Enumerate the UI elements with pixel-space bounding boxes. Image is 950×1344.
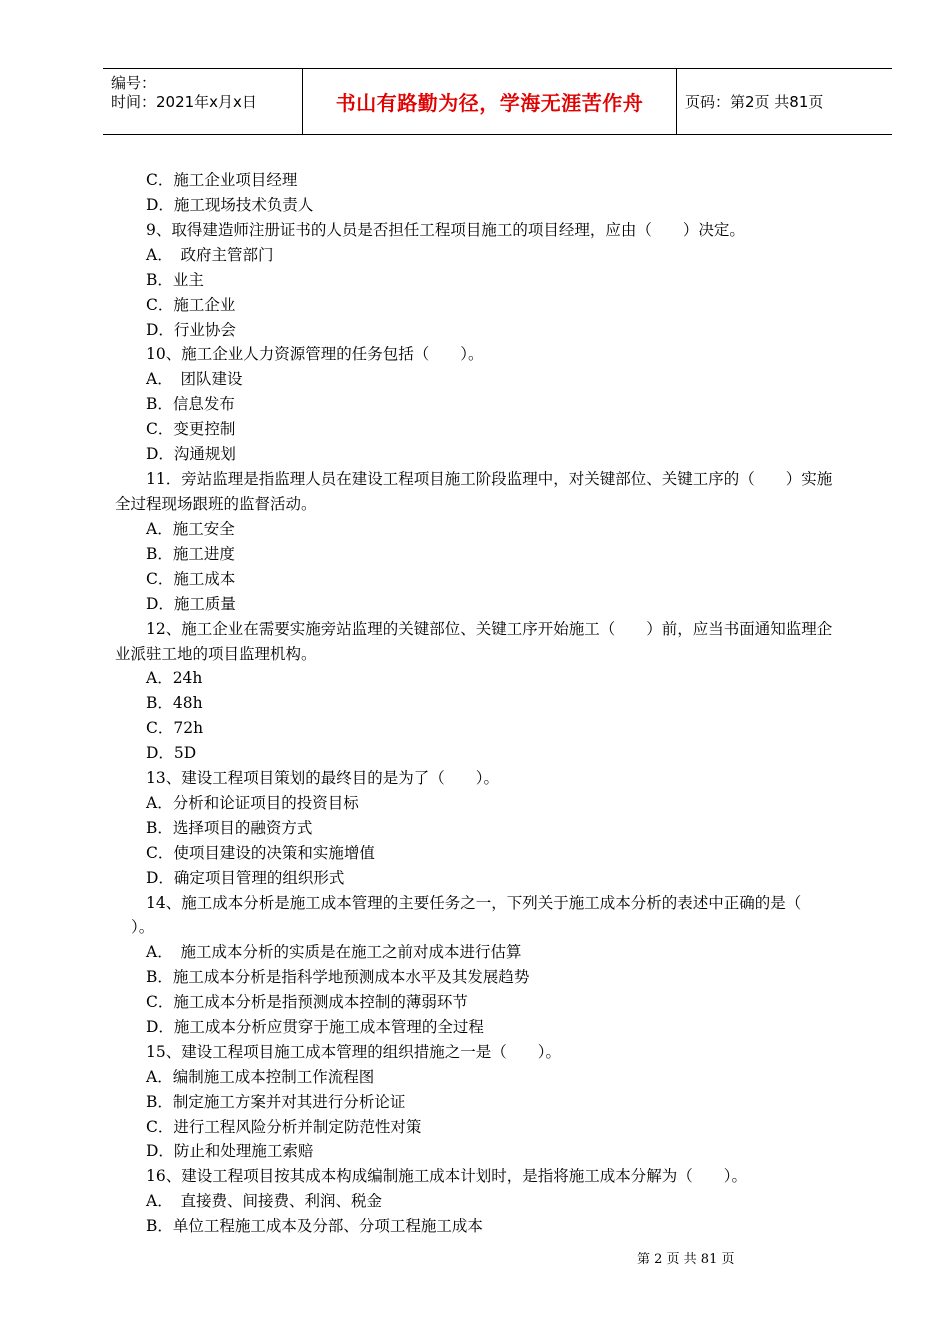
option-line: B．施工进度: [146, 545, 235, 563]
option-line: D．5D: [146, 744, 197, 762]
option-line: D．沟通规划: [146, 445, 236, 463]
option-line: C．施工企业: [146, 296, 236, 314]
option-line: C．施工成本分析是指预测成本控制的薄弱环节: [146, 993, 468, 1011]
time-label: 时间：2021年x月x日: [111, 93, 257, 111]
question-line: 13、建设工程项目策划的最终目的是为了（ ）。: [146, 769, 499, 787]
option-line: A． 团队建设: [146, 370, 243, 388]
option-line: D．行业协会: [146, 321, 236, 339]
question-line: 15、建设工程项目施工成本管理的组织措施之一是（ ）。: [146, 1043, 561, 1061]
option-line: B．选择项目的融资方式: [146, 819, 313, 837]
option-line: B．单位工程施工成本及分部、分项工程施工成本: [146, 1217, 483, 1235]
option-line: B．制定施工方案并对其进行分析论证: [146, 1093, 406, 1111]
header-page-cell: [677, 69, 892, 134]
option-line: D．施工质量: [146, 595, 236, 613]
question-continuation: ）。: [131, 918, 155, 936]
option-line: B．信息发布: [146, 395, 235, 413]
option-line: C．变更控制: [146, 420, 236, 438]
option-line: A． 政府主管部门: [146, 246, 274, 264]
option-line: C．施工成本: [146, 570, 236, 588]
option-line: C．进行工程风险分析并制定防范性对策: [146, 1118, 422, 1136]
page-footer: 第 2 页 共 81 页: [637, 1252, 735, 1267]
option-line: A． 施工成本分析的实质是在施工之前对成本进行估算: [146, 943, 522, 961]
option-line: D．防止和处理施工索赔: [146, 1142, 314, 1160]
page-label: 页码：第2页 共81页: [685, 93, 824, 111]
question-continuation: 业派驻工地的项目监理机构。: [115, 645, 317, 663]
option-line: B．业主: [146, 271, 204, 289]
option-line: A．24h: [146, 669, 203, 687]
number-label: 编号：: [111, 74, 157, 92]
option-line: C．使项目建设的决策和实施增值: [146, 844, 375, 862]
motto-text: 书山有路勤为径，学海无涯苦作舟: [335, 91, 644, 115]
question-line: 12、施工企业在需要实施旁站监理的关键部位、关键工序开始施工（ ）前，应当书面通知监理企: [146, 620, 833, 638]
option-line: D．施工现场技术负责人: [146, 196, 314, 214]
option-line: C．72h: [146, 719, 204, 737]
option-line: A． 直接费、间接费、利润、税金: [146, 1192, 382, 1210]
question-line: 16、建设工程项目按其成本构成编制施工成本计划时，是指将施工成本分解为（ ）。: [146, 1167, 747, 1185]
header-meta-cell: [103, 69, 303, 134]
option-line: D．确定项目管理的组织形式: [146, 869, 345, 887]
option-line: D．施工成本分析应贯穿于施工成本管理的全过程: [146, 1018, 484, 1036]
option-line: A．编制施工成本控制工作流程图: [146, 1068, 375, 1086]
option-line: B．48h: [146, 694, 203, 712]
option-line: B．施工成本分析是指科学地预测成本水平及其发展趋势: [146, 968, 530, 986]
question-line: 11．旁站监理是指监理人员在建设工程项目施工阶段监理中，对关键部位、关键工序的（ ）实施: [146, 470, 833, 488]
option-line: A．分析和论证项目的投资目标: [146, 794, 359, 812]
question-line: 14、施工成本分析是施工成本管理的主要任务之一，下列关于施工成本分析的表述中正确的是（: [146, 894, 802, 912]
question-line: 10、施工企业人力资源管理的任务包括（ ）。: [146, 345, 484, 363]
option-line: C．施工企业项目经理: [146, 171, 298, 189]
option-line: A．施工安全: [146, 520, 235, 538]
question-continuation: 全过程现场跟班的监督活动。: [115, 495, 317, 513]
header-motto-cell: [303, 69, 677, 134]
document-header: [103, 68, 892, 135]
question-line: 9、取得建造师注册证书的人员是否担任工程项目施工的项目经理，应由（ ）决定。: [146, 221, 745, 239]
